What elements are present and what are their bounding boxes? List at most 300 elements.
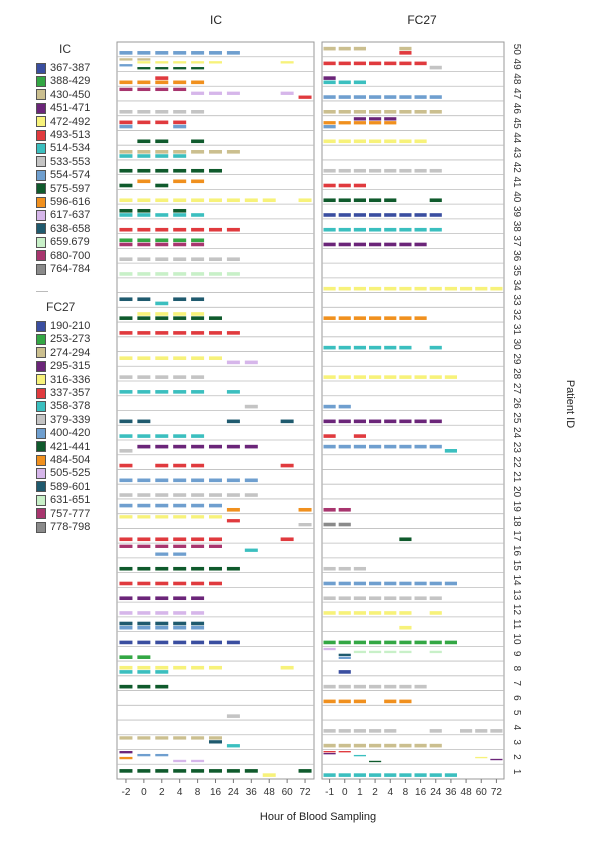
legend-item — [36, 128, 90, 142]
data-cell — [324, 243, 336, 247]
patient-id-label: 39 — [511, 205, 522, 218]
legend-swatch — [36, 334, 46, 345]
data-cell — [384, 611, 396, 615]
data-cell — [137, 611, 150, 615]
legend-swatch — [36, 495, 46, 506]
data-cell — [415, 316, 427, 320]
data-cell — [354, 198, 366, 202]
data-cell — [173, 121, 186, 125]
data-cell — [227, 198, 240, 202]
legend-label: 617-637 — [50, 209, 91, 222]
data-cell — [209, 51, 222, 55]
data-cell — [281, 537, 294, 541]
patient-id-label: 37 — [511, 235, 522, 247]
legend-label: 274-294 — [50, 346, 91, 359]
data-cell — [191, 180, 204, 184]
data-cell — [369, 761, 381, 762]
data-cell — [324, 95, 336, 99]
legend-swatch — [36, 468, 46, 479]
data-cell — [119, 331, 132, 335]
data-cell — [324, 228, 336, 232]
data-cell — [339, 523, 351, 527]
data-cell — [173, 537, 186, 541]
data-cell — [281, 464, 294, 468]
legend-swatch — [36, 103, 46, 114]
data-cell — [339, 611, 351, 615]
data-cell — [324, 316, 336, 320]
data-cell — [173, 331, 186, 335]
data-cell — [119, 596, 132, 600]
legend-label: 778-798 — [50, 521, 91, 533]
patient-id-label: 35 — [511, 264, 522, 277]
data-cell — [119, 121, 132, 125]
data-cell — [137, 434, 150, 438]
legend-label: 400-420 — [50, 427, 91, 440]
data-cell — [191, 238, 204, 242]
data-cell — [324, 405, 336, 409]
data-cell — [324, 169, 336, 173]
data-cell — [119, 479, 132, 483]
data-cell — [354, 228, 366, 232]
legend-swatch — [36, 414, 46, 425]
data-cell — [430, 596, 442, 600]
data-cell — [354, 213, 366, 217]
patient-id-label: 13 — [511, 589, 522, 601]
data-cell — [339, 670, 351, 674]
data-cell — [155, 316, 168, 320]
legend-label: 190-210 — [50, 320, 91, 332]
data-cell — [173, 154, 186, 158]
data-cell — [299, 198, 312, 202]
data-cell — [339, 81, 351, 85]
legend-item — [36, 74, 90, 88]
data-cell — [155, 331, 168, 335]
data-cell — [245, 493, 258, 497]
x-tick-label: 48 — [263, 787, 275, 798]
legend-ic-title: IC — [59, 42, 71, 56]
legend-swatch — [36, 143, 46, 154]
data-cell — [245, 445, 258, 449]
data-cell — [155, 666, 168, 670]
x-tick-label: 24 — [227, 787, 239, 798]
data-cell — [227, 272, 240, 276]
data-cell — [191, 375, 204, 379]
data-cell — [155, 375, 168, 379]
data-cell — [155, 169, 168, 173]
data-cell — [191, 331, 204, 335]
data-cell — [384, 346, 396, 350]
data-cell — [137, 515, 150, 518]
data-cell — [399, 316, 411, 320]
data-cell — [209, 769, 222, 773]
legend-swatch — [36, 89, 46, 100]
data-cell — [399, 744, 411, 748]
data-cell — [155, 611, 168, 615]
legend-label: 659.679 — [50, 236, 90, 249]
data-cell — [119, 228, 132, 232]
legend-item — [36, 373, 90, 387]
data-cell — [324, 751, 336, 752]
data-cell — [119, 257, 132, 261]
data-cell — [191, 567, 204, 571]
data-cell — [119, 125, 132, 129]
data-cell — [137, 445, 150, 449]
data-cell — [245, 361, 258, 365]
data-cell — [119, 243, 132, 247]
data-cell — [209, 316, 222, 320]
data-cell — [173, 169, 186, 173]
data-cell — [369, 346, 381, 350]
data-cell — [119, 375, 132, 379]
data-cell — [299, 96, 312, 99]
legend-swatch — [36, 388, 46, 399]
data-cell — [245, 198, 258, 202]
data-cell — [173, 209, 186, 213]
data-cell — [245, 405, 258, 409]
data-cell — [415, 445, 427, 449]
data-cell — [209, 740, 222, 743]
data-cell — [119, 198, 132, 202]
data-cell — [354, 420, 366, 424]
patient-id-label: 32 — [511, 309, 522, 321]
data-cell — [227, 420, 240, 424]
data-cell — [191, 611, 204, 615]
data-cell — [119, 670, 132, 674]
data-cell — [119, 626, 132, 630]
data-cell — [339, 47, 351, 51]
data-cell — [119, 567, 132, 571]
data-cell — [369, 198, 381, 202]
legend-item — [36, 195, 90, 209]
data-cell — [155, 445, 168, 449]
data-cell — [137, 479, 150, 483]
data-cell — [354, 685, 366, 689]
patient-id-label: 42 — [511, 161, 522, 173]
legend-item — [36, 115, 90, 129]
data-cell — [119, 493, 132, 497]
data-cell — [384, 95, 396, 99]
legend-item — [36, 507, 90, 521]
data-cell — [209, 545, 222, 548]
data-cell — [191, 272, 204, 276]
patient-id-label: 25 — [511, 412, 522, 424]
x-tick-label: 72 — [490, 787, 502, 798]
data-cell — [173, 760, 186, 762]
data-cell — [119, 622, 132, 626]
data-cell — [415, 375, 427, 379]
data-cell — [299, 523, 312, 526]
data-cell — [430, 445, 442, 449]
data-cell — [384, 121, 396, 124]
data-cell — [399, 641, 411, 645]
data-cell — [137, 754, 150, 756]
data-cell — [339, 641, 351, 645]
legend-swatch — [36, 321, 46, 332]
data-cell — [384, 62, 396, 66]
data-cell — [339, 346, 351, 350]
legend-label: 379-339 — [50, 413, 91, 426]
data-cell — [369, 375, 381, 379]
panel-title-fc27: FC27 — [407, 13, 437, 27]
data-cell — [339, 596, 351, 600]
data-cell — [191, 545, 204, 548]
data-cell — [399, 228, 411, 232]
data-cell — [155, 356, 168, 360]
x-tick-label: 8 — [194, 787, 201, 798]
data-cell — [155, 81, 168, 85]
data-cell — [245, 479, 258, 483]
data-cell — [354, 243, 366, 247]
data-cell — [191, 92, 204, 95]
data-cell — [119, 51, 132, 55]
data-cell — [430, 346, 442, 350]
data-cell — [137, 88, 150, 91]
data-cell — [191, 243, 204, 247]
legend-label: 638-658 — [50, 222, 91, 235]
patient-id-label: 26 — [511, 397, 522, 409]
data-cell — [209, 567, 222, 571]
data-cell — [155, 545, 168, 548]
legend-item — [36, 101, 90, 115]
data-cell — [339, 110, 351, 114]
data-cell — [209, 257, 222, 261]
data-cell — [137, 169, 150, 173]
data-cell — [155, 736, 168, 739]
data-cell — [369, 641, 381, 645]
data-cell — [415, 596, 427, 600]
data-cell — [324, 287, 336, 291]
data-cell — [173, 552, 186, 555]
data-cell — [415, 243, 427, 247]
patient-id-label: 29 — [511, 353, 522, 365]
data-cell — [399, 700, 411, 704]
data-cell — [137, 504, 150, 508]
x-tick-label: -1 — [325, 787, 335, 798]
data-cell — [155, 769, 168, 773]
legend-swatch — [36, 374, 46, 385]
data-cell — [227, 445, 240, 449]
panel-title-ic: IC — [210, 13, 222, 27]
data-cell — [137, 356, 150, 360]
legend-label: 554-574 — [50, 169, 91, 182]
data-cell — [324, 213, 336, 217]
data-cell — [384, 110, 396, 114]
data-cell — [119, 751, 132, 753]
data-cell — [384, 729, 396, 733]
data-cell — [191, 464, 204, 468]
data-cell — [191, 139, 204, 143]
data-cell — [324, 184, 336, 188]
data-cell — [299, 508, 312, 512]
data-cell — [384, 651, 396, 653]
x-tick-label: 24 — [430, 787, 442, 798]
data-cell — [209, 228, 222, 232]
data-cell — [399, 62, 411, 66]
legend-swatch — [36, 130, 46, 141]
data-cell — [119, 356, 132, 360]
data-cell — [137, 769, 150, 773]
data-cell — [191, 666, 204, 670]
legend-item — [36, 399, 90, 413]
data-cell — [173, 504, 186, 508]
data-cell — [155, 154, 168, 158]
data-cell — [173, 582, 186, 586]
data-cell — [354, 434, 366, 438]
data-cell — [324, 753, 336, 754]
data-cell — [384, 287, 396, 291]
data-cell — [119, 515, 132, 518]
data-cell — [339, 228, 351, 232]
patient-id-label: 7 — [511, 680, 522, 686]
data-cell — [263, 773, 276, 777]
data-cell — [119, 150, 132, 154]
data-cell — [415, 169, 427, 173]
patient-id-label: 23 — [511, 441, 522, 453]
legend-label: 430-450 — [50, 88, 91, 101]
data-cell — [369, 243, 381, 247]
data-cell — [384, 582, 396, 586]
data-cell — [173, 464, 186, 468]
data-cell — [209, 493, 222, 497]
data-cell — [119, 213, 132, 217]
data-cell — [137, 641, 150, 645]
data-cell — [384, 420, 396, 424]
data-cell — [137, 493, 150, 497]
data-cell — [399, 346, 411, 350]
data-cell — [399, 139, 411, 143]
legend-label: 358-378 — [50, 400, 91, 413]
data-cell — [137, 655, 150, 659]
data-cell — [339, 198, 351, 202]
data-cell — [137, 582, 150, 586]
legend-label: 367-387 — [50, 62, 91, 74]
data-cell — [324, 596, 336, 600]
data-cell — [137, 58, 150, 60]
data-cell — [137, 150, 150, 154]
x-tick-label: 36 — [245, 787, 257, 798]
legend-label: 514-534 — [50, 142, 91, 155]
data-cell — [173, 67, 186, 69]
data-cell — [119, 685, 132, 689]
data-cell — [369, 228, 381, 232]
data-cell — [191, 228, 204, 232]
legend-label: 316-336 — [50, 373, 91, 386]
data-cell — [324, 729, 336, 733]
data-cell — [137, 81, 150, 85]
data-cell — [415, 287, 427, 291]
data-cell — [173, 493, 186, 497]
data-cell — [430, 651, 442, 653]
data-cell — [173, 238, 186, 242]
data-cell — [209, 736, 222, 739]
data-cell — [155, 110, 168, 114]
data-cell — [354, 582, 366, 586]
data-cell — [155, 567, 168, 571]
data-cell — [384, 139, 396, 143]
data-cell — [119, 169, 132, 173]
data-cell — [445, 287, 457, 291]
data-cell — [430, 582, 442, 586]
data-cell — [339, 287, 351, 291]
data-cell — [137, 685, 150, 689]
data-cell — [173, 545, 186, 548]
data-cell — [324, 375, 336, 379]
data-cell — [137, 375, 150, 379]
data-cell — [155, 67, 168, 69]
data-cell — [369, 445, 381, 449]
data-cell — [399, 626, 411, 630]
data-cell — [339, 375, 351, 379]
patient-id-label: 21 — [511, 471, 522, 483]
data-cell — [354, 729, 366, 733]
data-cell — [369, 744, 381, 748]
data-cell — [173, 312, 186, 316]
data-cell — [227, 331, 240, 335]
data-cell — [173, 611, 186, 615]
data-cell — [324, 582, 336, 586]
data-cell — [209, 479, 222, 483]
legend-item — [36, 480, 90, 494]
legend-item — [36, 453, 90, 467]
patient-id-label: 46 — [511, 102, 522, 114]
data-cell — [399, 651, 411, 653]
data-cell — [324, 110, 336, 114]
data-cell — [415, 213, 427, 217]
x-tick-label: 8 — [402, 787, 409, 798]
patient-id-label: 5 — [511, 709, 522, 716]
data-cell — [119, 449, 132, 453]
data-cell — [209, 504, 222, 508]
data-cell — [415, 685, 427, 689]
data-cell — [475, 287, 487, 291]
data-cell — [137, 736, 150, 739]
data-cell — [209, 198, 222, 202]
data-cell — [155, 76, 168, 80]
legend-item — [36, 493, 90, 507]
data-cell — [354, 95, 366, 99]
patient-id-label: 8 — [511, 665, 522, 672]
data-cell — [354, 169, 366, 173]
data-cell — [339, 62, 351, 66]
legend-label: 493-513 — [50, 129, 91, 141]
data-cell — [119, 611, 132, 615]
legend-item — [36, 88, 90, 102]
data-cell — [430, 198, 442, 202]
data-cell — [227, 479, 240, 483]
data-cell — [137, 626, 150, 630]
data-cell — [137, 238, 150, 242]
legend-label: 631-651 — [50, 494, 91, 507]
data-cell — [155, 243, 168, 247]
data-cell — [155, 515, 168, 518]
data-cell — [191, 641, 204, 645]
legend-swatch — [36, 250, 46, 261]
legend-label: 484-504 — [50, 454, 91, 466]
patient-id-label: 28 — [511, 368, 522, 380]
data-cell — [369, 729, 381, 733]
data-cell — [445, 582, 457, 586]
data-cell — [339, 582, 351, 586]
legend-swatch — [36, 508, 46, 519]
data-cell — [191, 596, 204, 600]
legend-swatch — [36, 481, 46, 492]
data-cell — [445, 641, 457, 645]
data-cell — [399, 582, 411, 586]
data-cell — [191, 390, 204, 394]
data-cell — [155, 88, 168, 91]
data-cell — [399, 243, 411, 247]
data-cell — [369, 121, 381, 124]
